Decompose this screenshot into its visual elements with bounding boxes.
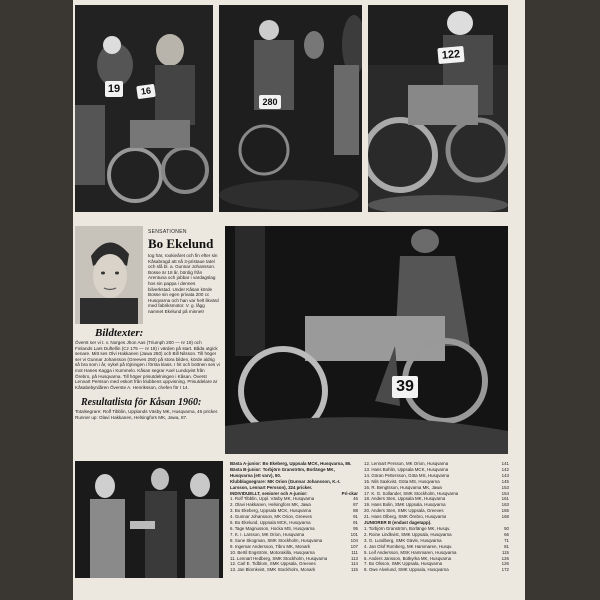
result-points: 91 bbox=[353, 520, 358, 526]
result-points: 111 bbox=[351, 549, 358, 555]
portrait-bo-ekelund bbox=[75, 226, 143, 324]
result-row bbox=[364, 567, 509, 573]
result-points: 163 bbox=[501, 502, 509, 508]
result-entry: 6. Anders Jansson, Botkyrka MK, Husqvarna bbox=[364, 555, 452, 561]
result-entry: 6. Tage Magnusson, Hocka MS, Husqvarna bbox=[230, 525, 315, 531]
result-entry: 9. Ingemar Andersson, Tibro MK, Monark bbox=[230, 543, 311, 549]
results-mid-intro: Klubblagsegrare: MK Orion (Gunnar Johansson, K.-I. Larsson, Lennart Persson), 324 pricker. bbox=[230, 478, 341, 490]
result-points: 66 bbox=[504, 531, 509, 537]
photo-rider-closeup bbox=[368, 5, 508, 212]
photo-prize-giving bbox=[75, 461, 223, 578]
result-entry: 10. Bertil Engström, Motorakilla, Husqvarna bbox=[230, 549, 315, 555]
result-entry: 3. Bo Ekeberg, Uppsala MCK, Husqvarna bbox=[230, 508, 312, 514]
result-entry: 18. Anders Sten, Uppsala MK, Husqvarna bbox=[364, 496, 446, 502]
bib-number: 39 bbox=[392, 376, 418, 398]
photo-start-line bbox=[75, 5, 213, 212]
result-points: 101 bbox=[350, 531, 358, 537]
result-points: 143 bbox=[501, 472, 509, 478]
result-entry: 20. Anders Sten, SMK Uppsala, Greeves bbox=[364, 508, 444, 514]
results-mid-heading: INDIVIDUELLT, seniorer och A-junior: bbox=[230, 490, 308, 496]
result-points: 141 bbox=[501, 461, 509, 466]
result-entry: 21. Hans Olberg, SMK Örebro, Husqvarna bbox=[364, 514, 447, 520]
results-right bbox=[364, 461, 509, 573]
result-points: 168 bbox=[501, 514, 509, 520]
result-points: 115 bbox=[502, 549, 509, 555]
magazine-page bbox=[73, 0, 525, 600]
result-points: 126 bbox=[501, 561, 509, 567]
result-points: 46 bbox=[353, 496, 358, 502]
result-entry: 8. Owe Alvelund, SMK Uppsala, Husqvarna bbox=[364, 567, 449, 573]
captions-text: Överst ser vi t. v. Norges Jhon Aas (Triumph 200 — nr 19) och Finlands Lars Duftellin (Cz 175 — nr 18) i värden på start. Båda utgick senare. Mitt ses Olvi Hakkanen (Jawa 250) och Bill Nilsson. Till höger ser vi Gunnar Johansson (Greeves 250) på stora bilden, körde aldrig så bra som i år, nykel på töjningen i första klass. I hit och bottnen ses vi mot Hanes Kagga i Kummelo. Kåsan segrar Axel Lundqvist från Örebro, på Husqvarna. Till höger prisutdelningen i Kåsan. Överst Lennart Persson med eskort från klubbens uppvisning. Prisutdelare är Kåsabebyrdåren Överste A. Henriksson, chefen för I 14. bbox=[75, 340, 220, 390]
result-points: 126 bbox=[501, 555, 509, 561]
result-entry: 1. Rolf Tibblin, Uppl. Väsby MK, Husqvarna bbox=[230, 496, 315, 502]
result-entry: 7. K. I. Larsson, MK Orion, Husqvarna bbox=[230, 531, 305, 537]
result-entry: 2. Olavi Hakkanen, Helsingfors MK, Jawa bbox=[230, 502, 311, 508]
result-entry: 5. Bo Ekelund, Uppsala MCK, Husqvarna bbox=[230, 520, 311, 526]
result-points: 115 bbox=[351, 567, 358, 573]
result-entry: 14. Göran Pettersson, Göta MS, Husqvarna bbox=[364, 472, 450, 478]
results-intro-line: Runner up: Olavi Hakkanen, Helsingfors MK, Jawa, 87. bbox=[75, 414, 188, 420]
result-points: 165 bbox=[501, 508, 509, 514]
results-mid-sub: Pri-ckar bbox=[341, 490, 358, 496]
result-entry: 2. Roine Lindkvist, SMK Uppsala, Husqvarna bbox=[364, 531, 452, 537]
captions-heading: Bildtexter: bbox=[95, 327, 144, 339]
result-points: 71 bbox=[504, 537, 509, 543]
bib-number: 19 bbox=[105, 81, 123, 97]
result-entry: 4. Jan Olof Romberg, MK Hammaren, Husqv. bbox=[364, 543, 453, 549]
bib-number: 280 bbox=[259, 95, 281, 109]
photo-main-rider bbox=[225, 226, 508, 454]
result-points: 153 bbox=[501, 484, 509, 490]
result-entry: 5. Leif Andersson, MSK Hammaren, Husqvarna bbox=[364, 549, 457, 555]
result-entry: 7. Bo Olsson, SMK Uppsala, Husqvarna bbox=[364, 561, 443, 567]
result-points: 114 bbox=[351, 561, 358, 567]
sensation-kicker: SENSATIONEN bbox=[148, 229, 187, 235]
result-entry: 15. Nils Saxkvist, Göta MS, Husqvarna bbox=[364, 478, 440, 484]
result-entry: 8. Sune Skogman, SMK Stockholm, Husqvarna bbox=[230, 537, 323, 543]
result-points: 113 bbox=[351, 555, 358, 561]
results-mid-intro: Bästa B-junior: Torbjörn Granström, Borlänge MK, Husqvarna (ett varv), 50. bbox=[230, 466, 335, 478]
result-points: 154 bbox=[501, 490, 509, 496]
sensation-bio: tog här, rookieåret och fin efter sin Kåsabragd att nå 3-pristaue tatel och slå bl. a. Gunnar Johansson. Bosse är 18 år, bördig från Arentuna och jobbar i vardagslag hos sin pappa i dennes bilverkstad. Under Kåsan körde Bosse sin egen privata 200 cc Husqvarna och han var helt likvärd med fabriksmotor. V. g. lågg namnet Ekelund på minnet! bbox=[148, 253, 219, 314]
result-points: 88 bbox=[353, 508, 358, 514]
result-points: 104 bbox=[350, 537, 358, 543]
result-points: 161 bbox=[501, 496, 509, 502]
result-points: 50 bbox=[504, 525, 509, 531]
result-points: 172 bbox=[501, 567, 509, 573]
result-points: 91 bbox=[353, 514, 358, 520]
results-intro-line: Totalsegrare: Rolf Tibblin, Upplands Väsby MK, Husqvarna, 46 pricker. bbox=[75, 409, 219, 414]
result-entry: 13. Jan Blomkvist, SMK Stockholm, Monark bbox=[230, 567, 316, 573]
results-middle bbox=[230, 461, 358, 573]
bib-number: 122 bbox=[437, 46, 464, 64]
photo-night-rider bbox=[219, 5, 362, 212]
result-entry: 17. K. G. Sollander, SMK Stockholm, Husqvarna bbox=[364, 490, 459, 496]
result-points: 95 bbox=[353, 525, 358, 531]
result-points: 145 bbox=[501, 478, 509, 484]
results-mid-intro: Bästa A-junior: Bo Ekeberg, Uppsala MCK, Husqvarna, 86. bbox=[230, 461, 352, 466]
result-entry: 19. Hans Bolin, SMK Uppsala, Husqvarna bbox=[364, 502, 446, 508]
result-points: 142 bbox=[501, 466, 509, 472]
results-heading: Resultatlista för Kåsan 1960: bbox=[81, 397, 202, 408]
sensation-name: Bo Ekelund bbox=[148, 236, 214, 251]
results-intro bbox=[75, 409, 220, 420]
bib-number: 16 bbox=[136, 84, 156, 99]
result-entry: 3. G. Lundberg, SMK Gävle, Husqvarna bbox=[364, 537, 442, 543]
result-row bbox=[230, 567, 358, 573]
result-entry: 11. Lennart Hedberg, SMK Stockholm, Husqvarna bbox=[230, 555, 328, 561]
result-points: 87 bbox=[353, 502, 358, 508]
results-right-heading: JUNIORER B (endast dagetapp). bbox=[364, 520, 432, 526]
result-entry: 16. R. Bengtsson, Husqvarna MK, Jawa bbox=[364, 484, 442, 490]
result-entry: 4. Gunnar Johansson, MK Orion, Greeves bbox=[230, 514, 312, 520]
result-entry: 13. Hans Bohlin, Uppsala MCK, Husqvarna bbox=[364, 466, 449, 472]
result-points: 107 bbox=[350, 543, 358, 549]
result-entry: 12. Carl E. Tidblom, SMK Uppsala, Greeves bbox=[230, 561, 316, 567]
result-entry: 12. Lennart Persson, MK Orion, Husqvarna bbox=[364, 461, 449, 466]
result-entry: 1. Torbjörn Granström, Borlänge MK, Husqv. bbox=[364, 525, 451, 531]
result-points: 81 bbox=[504, 543, 509, 549]
